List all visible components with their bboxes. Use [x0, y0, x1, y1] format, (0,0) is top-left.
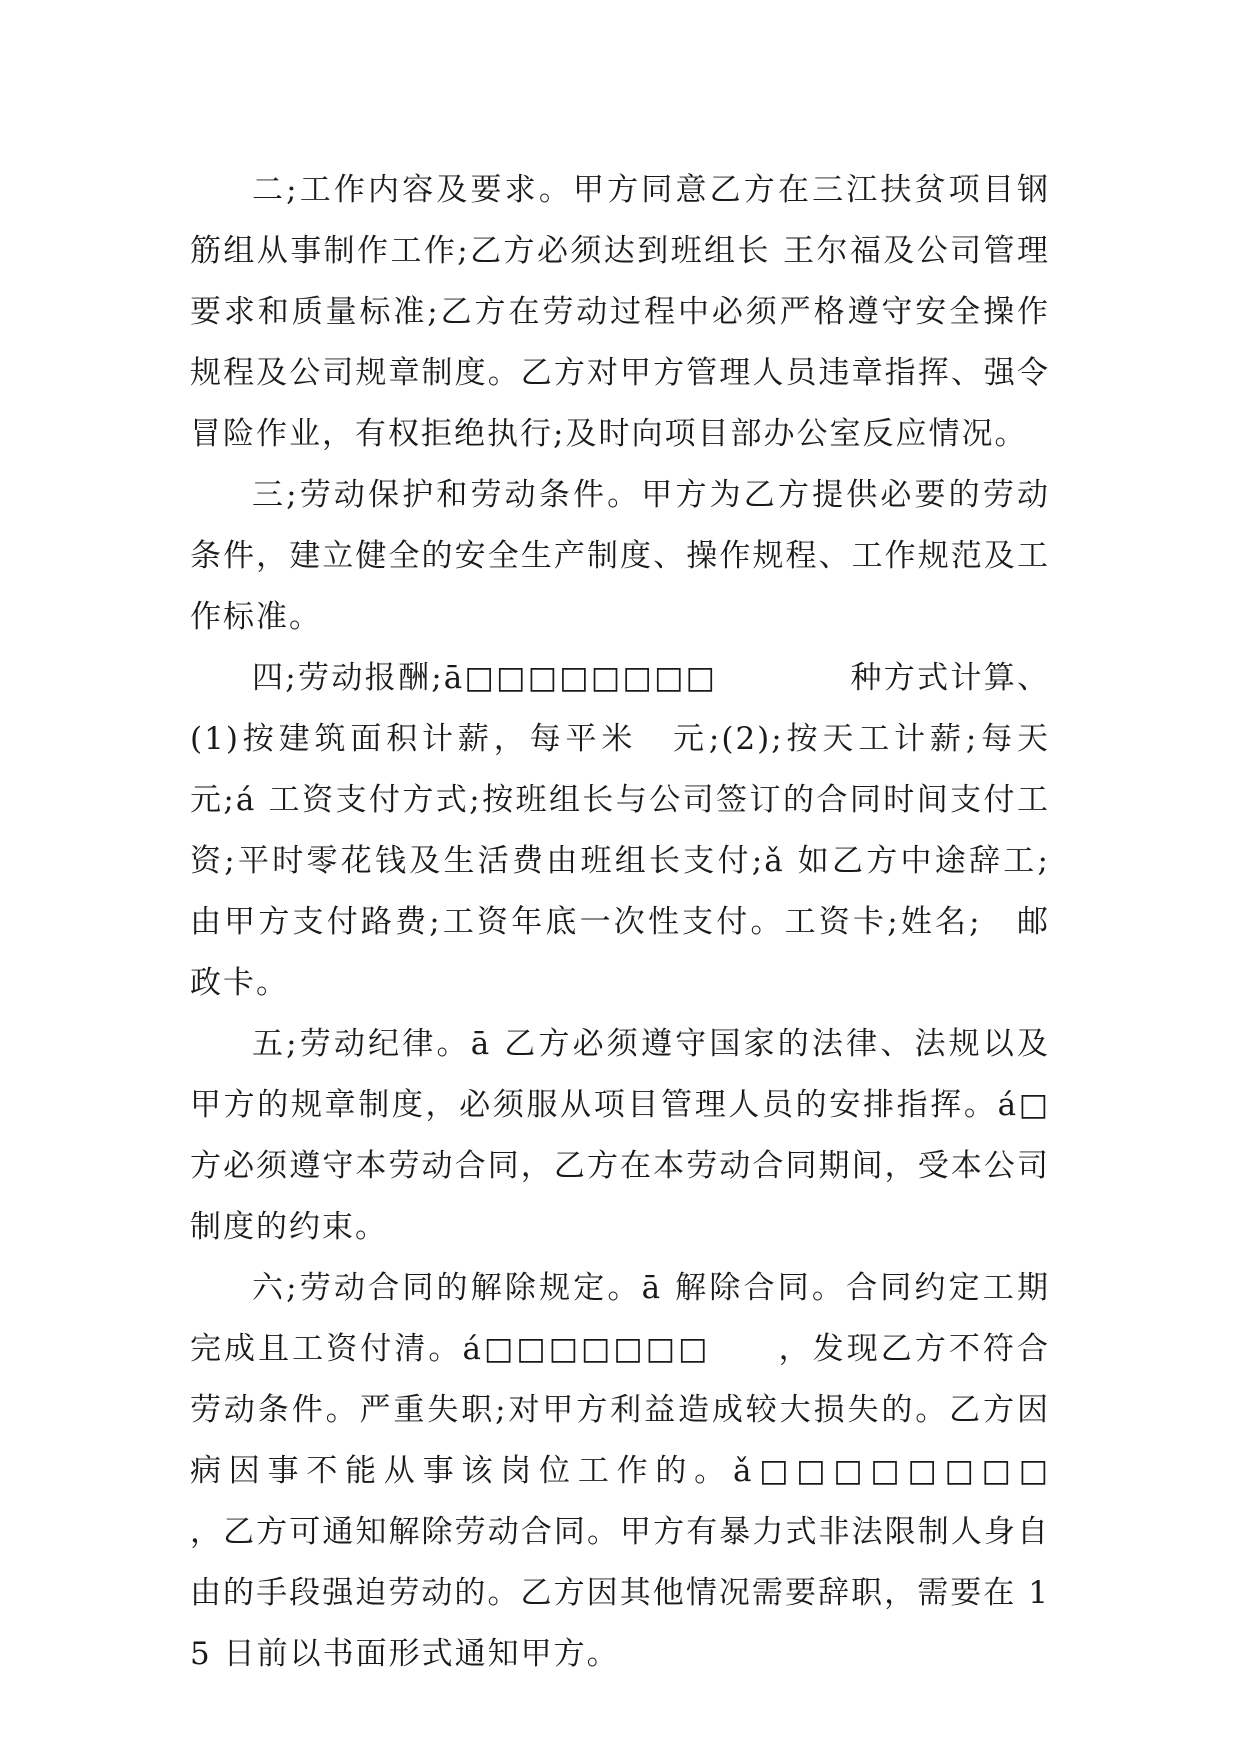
document-page [190, 160, 1149, 1685]
paragraph-labor-protection: 三;劳动保护和劳动条件。甲方为乙方提供必要的劳动条件，建立健全的安全生产制度、操作规程、工作规范及工作标准。 [190, 477, 1050, 635]
paragraph-remuneration: 四;劳动报酬;ā□□□□□□□□ 种方式计算、(1)按建筑面积计薪，每平米 元;(2);按天工计薪;每天 元;á 工资支付方式;按班组长与公司签订的合同时间支付工资;平时零花钱及生活费由班组长支付;ǎ 如乙方中途辞工;由甲方支付路费;工资年底一次性支付。工资卡;姓名; 邮政卡。 [190, 660, 1083, 1001]
paragraph-labor-discipline: 五;劳动纪律。ā 乙方必须遵守国家的法律、法规以及甲方的规章制度，必须服从项目管理人员的安排指挥。á□方必须遵守本劳动合同，乙方在本劳动合同期间，受本公司制度的约束。 [190, 1026, 1050, 1245]
paragraph-work-content: 二;工作内容及要求。甲方同意乙方在三江扶贫项目钢筋组从事制作工作;乙方必须达到班组长 王尔福及公司管理要求和质量标准;乙方在劳动过程中必须严格遵守安全操作规程及公司规章制度。乙方对甲方管理人员违章指挥、强令冒险作业，有权拒绝执行;及时向项目部办公室反应情况。 [190, 172, 1050, 452]
paragraph-contract-termination: 六;劳动合同的解除规定。ā 解除合同。合同约定工期完成且工资付清。á□□□□□□□ ，发现乙方不符合劳动条件。严重失职;对甲方利益造成较大损失的。乙方因病因事不能从事该岗位工作的。ǎ□□□□□□□□ ，乙方可通知解除劳动合同。甲方有暴力式非法限制人身自由的手段强迫劳动的。乙方因其他情况需要辞职，需要在 15 日前以书面形式通知甲方。 [190, 1270, 1149, 1672]
